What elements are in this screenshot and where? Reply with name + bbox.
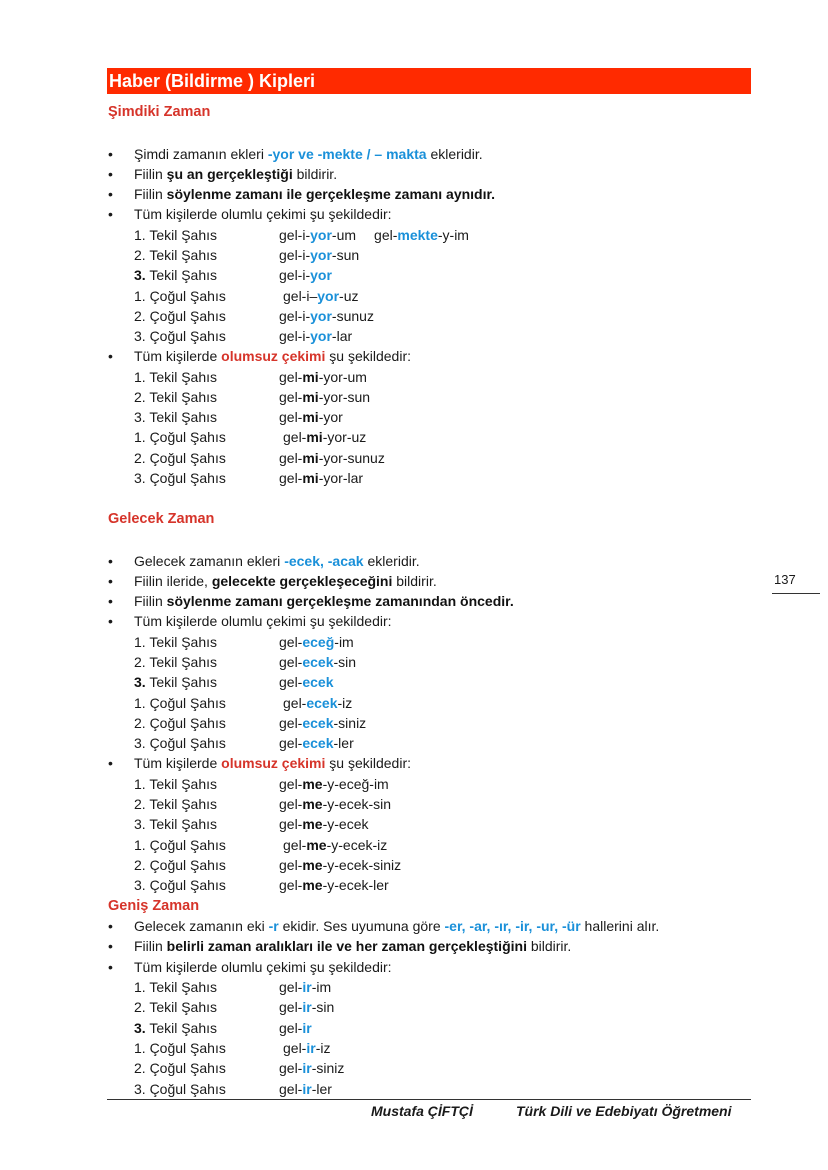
page-title: Haber (Bildirme ) Kipleri: [107, 68, 751, 94]
person-label: 1. Çoğul Şahıs: [134, 429, 226, 445]
bullet-text: Tüm kişilerde olumlu çekimi şu şekildedir:: [134, 613, 392, 629]
verb-form: gel-ir-iz: [283, 1040, 331, 1056]
verb-form: gel-mi-yor: [279, 409, 343, 425]
footer-divider: [107, 1099, 751, 1100]
verb-form: gel-mi-yor-lar: [279, 470, 364, 486]
person-label: 2. Çoğul Şahıs: [134, 1060, 226, 1076]
person-label: 3. Tekil Şahıs: [134, 1020, 218, 1036]
verb-form: gel-mi-yor-um: [279, 369, 367, 385]
bullet-text: Şimdi zamanın ekleri -yor ve -mekte / – makta ekleridir.: [134, 146, 483, 162]
verb-form: gel-ir-im: [279, 979, 332, 995]
bullet-text: Fiilin söylenme zamanı gerçekleşme zamanından öncedir.: [134, 593, 514, 609]
person-label: 1. Tekil Şahıs: [134, 979, 218, 995]
verb-form: gel-me-y-eceğ-im: [279, 776, 389, 792]
person-label: 3. Tekil Şahıs: [134, 267, 218, 283]
verb-form: gel-mi-yor-sun: [279, 389, 371, 405]
person-label: 3. Tekil Şahıs: [134, 409, 218, 425]
verb-form: gel-ir-siniz: [279, 1060, 345, 1076]
verb-form: gel-eceğ-im: [279, 634, 354, 650]
person-label: 3. Çoğul Şahıs: [134, 470, 226, 486]
person-label: 2. Çoğul Şahıs: [134, 308, 226, 324]
person-label: 2. Tekil Şahıs: [134, 389, 218, 405]
verb-form: gel-ir-ler: [279, 1081, 332, 1097]
verb-form: gel-me-y-ecek: [279, 816, 369, 832]
bullet-text: Tüm kişilerde olumsuz çekimi şu şekildedir:: [134, 348, 411, 364]
bullet-text: Gelecek zamanın ekleri -ecek, -acak ekleridir.: [134, 553, 420, 569]
verb-form: gel-me-y-ecek-ler: [279, 877, 389, 893]
person-label: 1. Çoğul Şahıs: [134, 288, 226, 304]
footer-author: Mustafa ÇİFTÇİ: [371, 1103, 473, 1119]
person-label: 1. Tekil Şahıs: [134, 369, 218, 385]
verb-form: gel-i–yor-uz: [283, 288, 359, 304]
bullet-text: Gelecek zamanın eki -r ekidir. Ses uyumuna göre -er, -ar, -ır, -ir, -ur, -ür hallerini alır.: [134, 918, 660, 934]
person-label: 1. Çoğul Şahıs: [134, 1040, 226, 1056]
person-label: 1. Tekil Şahıs: [134, 776, 218, 792]
bullet-text: Tüm kişilerde olumlu çekimi şu şekildedir:: [134, 206, 392, 222]
person-label: 3. Tekil Şahıs: [134, 816, 218, 832]
bullet-text: Tüm kişilerde olumlu çekimi şu şekildedir:: [134, 959, 392, 975]
verb-form: gel-ecek-ler: [279, 735, 354, 751]
verb-form: gel-ecek-siniz: [279, 715, 367, 731]
verb-form: gel-ecek: [279, 674, 334, 690]
person-label: 3. Tekil Şahıs: [134, 674, 218, 690]
verb-form: gel-mi-yor-uz: [283, 429, 367, 445]
section-heading-gelecek: Gelecek Zaman: [108, 511, 215, 527]
person-label: 3. Çoğul Şahıs: [134, 328, 226, 344]
bullet-text: Fiilin belirli zaman aralıkları ile ve her zaman gerçekleştiğini bildirir.: [134, 938, 572, 954]
person-label: 2. Tekil Şahıs: [134, 247, 218, 263]
verb-form: gel-ecek-iz: [283, 695, 353, 711]
verb-form: gel-i-yor-lar: [279, 328, 353, 344]
person-label: 1. Tekil Şahıs: [134, 227, 218, 243]
bullet-text: Fiilin söylenme zamanı ile gerçekleşme zamanı aynıdır.: [134, 186, 496, 202]
verb-form: gel-me-y-ecek-iz: [283, 837, 388, 853]
bullet-text: Tüm kişilerde olumsuz çekimi şu şekildedir:: [134, 755, 411, 771]
person-label: 3. Çoğul Şahıs: [134, 1081, 226, 1097]
section-heading-simdiki: Şimdiki Zaman: [108, 104, 211, 120]
verb-form: gel-me-y-ecek-sin: [279, 796, 392, 812]
person-label: 2. Tekil Şahıs: [134, 796, 218, 812]
person-label: 2. Tekil Şahıs: [134, 999, 218, 1015]
person-label: 1. Çoğul Şahıs: [134, 837, 226, 853]
verb-form: gel-mi-yor-sunuz: [279, 450, 385, 466]
page-number-divider: [772, 593, 820, 594]
verb-form: gel-ir-sin: [279, 999, 335, 1015]
bullet-text: Fiilin ileride, gelecekte gerçekleşeceğini bildirir.: [134, 573, 437, 589]
page-number: 137: [774, 572, 796, 587]
footer-role: Türk Dili ve Edebiyatı Öğretmeni: [516, 1103, 732, 1119]
person-label: 2. Çoğul Şahıs: [134, 857, 226, 873]
verb-form: gel-i-yor: [279, 267, 332, 283]
person-label: 2. Çoğul Şahıs: [134, 715, 226, 731]
section-heading-genis: Geniş Zaman: [108, 898, 200, 914]
verb-form: gel-i-yor-um gel-mekte-y-im: [279, 227, 469, 243]
person-label: 2. Çoğul Şahıs: [134, 450, 226, 466]
verb-form: gel-i-yor-sun: [279, 247, 360, 263]
person-label: 2. Tekil Şahıs: [134, 654, 218, 670]
verb-form: gel-me-y-ecek-siniz: [279, 857, 402, 873]
bullet-text: Fiilin şu an gerçekleştiği bildirir.: [134, 166, 338, 182]
verb-form: gel-ecek-sin: [279, 654, 357, 670]
verb-form: gel-i-yor-sunuz: [279, 308, 374, 324]
person-label: 1. Tekil Şahıs: [134, 634, 218, 650]
person-label: 3. Çoğul Şahıs: [134, 877, 226, 893]
person-label: 1. Çoğul Şahıs: [134, 695, 226, 711]
verb-form: gel-ir: [279, 1020, 312, 1036]
person-label: 3. Çoğul Şahıs: [134, 735, 226, 751]
